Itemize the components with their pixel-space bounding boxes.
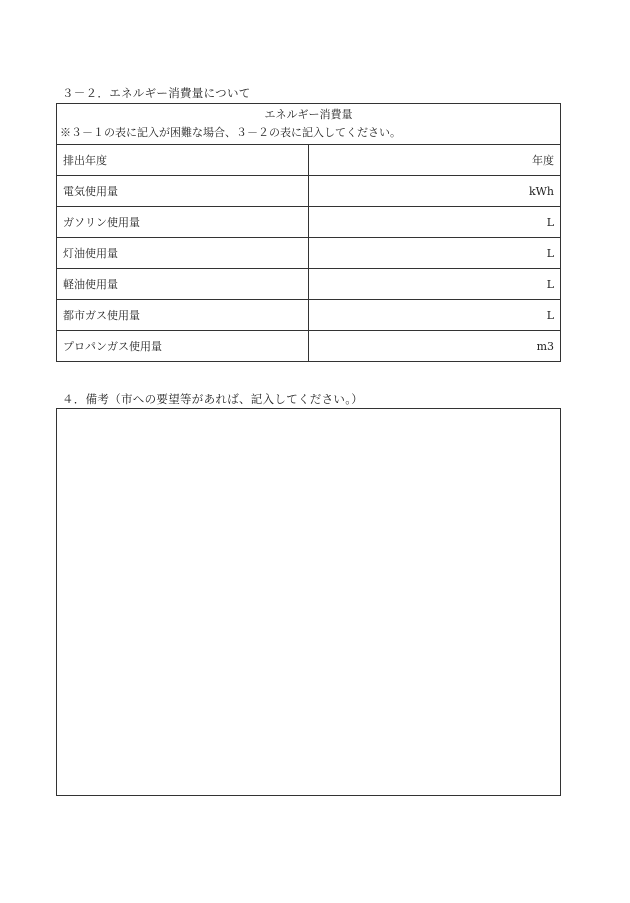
unit-label: m3 bbox=[536, 339, 554, 353]
energy-consumption-section-heading: ３－２．エネルギー消費量について bbox=[62, 86, 251, 100]
table-header-row bbox=[57, 104, 561, 145]
table-row-propane-gas bbox=[57, 331, 561, 362]
unit-label: 年度 bbox=[532, 154, 554, 167]
electricity-usage-field[interactable] bbox=[309, 176, 561, 207]
propane-gas-usage-field[interactable] bbox=[309, 331, 561, 362]
row-label: 排出年度 bbox=[57, 145, 309, 176]
table-title: エネルギー消費量 bbox=[264, 108, 353, 121]
table-row-electricity bbox=[57, 176, 561, 207]
diesel-usage-field[interactable] bbox=[309, 269, 561, 300]
energy-consumption-table bbox=[56, 103, 561, 362]
unit-label: kWh bbox=[528, 184, 554, 198]
table-row-diesel bbox=[57, 269, 561, 300]
row-label: ガソリン使用量 bbox=[57, 207, 309, 238]
row-label: 電気使用量 bbox=[57, 176, 309, 207]
row-label: 灯油使用量 bbox=[57, 238, 309, 269]
table-note: ※３－１の表に記入が困難な場合、３－２の表に記入してください。 bbox=[60, 126, 401, 139]
table-row-gasoline bbox=[57, 207, 561, 238]
kerosene-usage-field[interactable] bbox=[309, 238, 561, 269]
emission-year-field[interactable] bbox=[309, 145, 561, 176]
city-gas-usage-field[interactable] bbox=[309, 300, 561, 331]
table-header-cell bbox=[57, 104, 561, 145]
remarks-field[interactable] bbox=[56, 408, 561, 796]
unit-label: L bbox=[546, 215, 554, 229]
table-row-city-gas bbox=[57, 300, 561, 331]
table-row-emission-year bbox=[57, 145, 561, 176]
gasoline-usage-field[interactable] bbox=[309, 207, 561, 238]
row-label: 都市ガス使用量 bbox=[57, 300, 309, 331]
table-row-kerosene bbox=[57, 238, 561, 269]
unit-label: L bbox=[546, 308, 554, 322]
unit-label: L bbox=[546, 246, 554, 260]
row-label: プロパンガス使用量 bbox=[57, 331, 309, 362]
row-label: 軽油使用量 bbox=[57, 269, 309, 300]
unit-label: L bbox=[546, 277, 554, 291]
remarks-section-heading: ４．備考（市への要望等があれば、記入してください。） bbox=[62, 392, 364, 406]
